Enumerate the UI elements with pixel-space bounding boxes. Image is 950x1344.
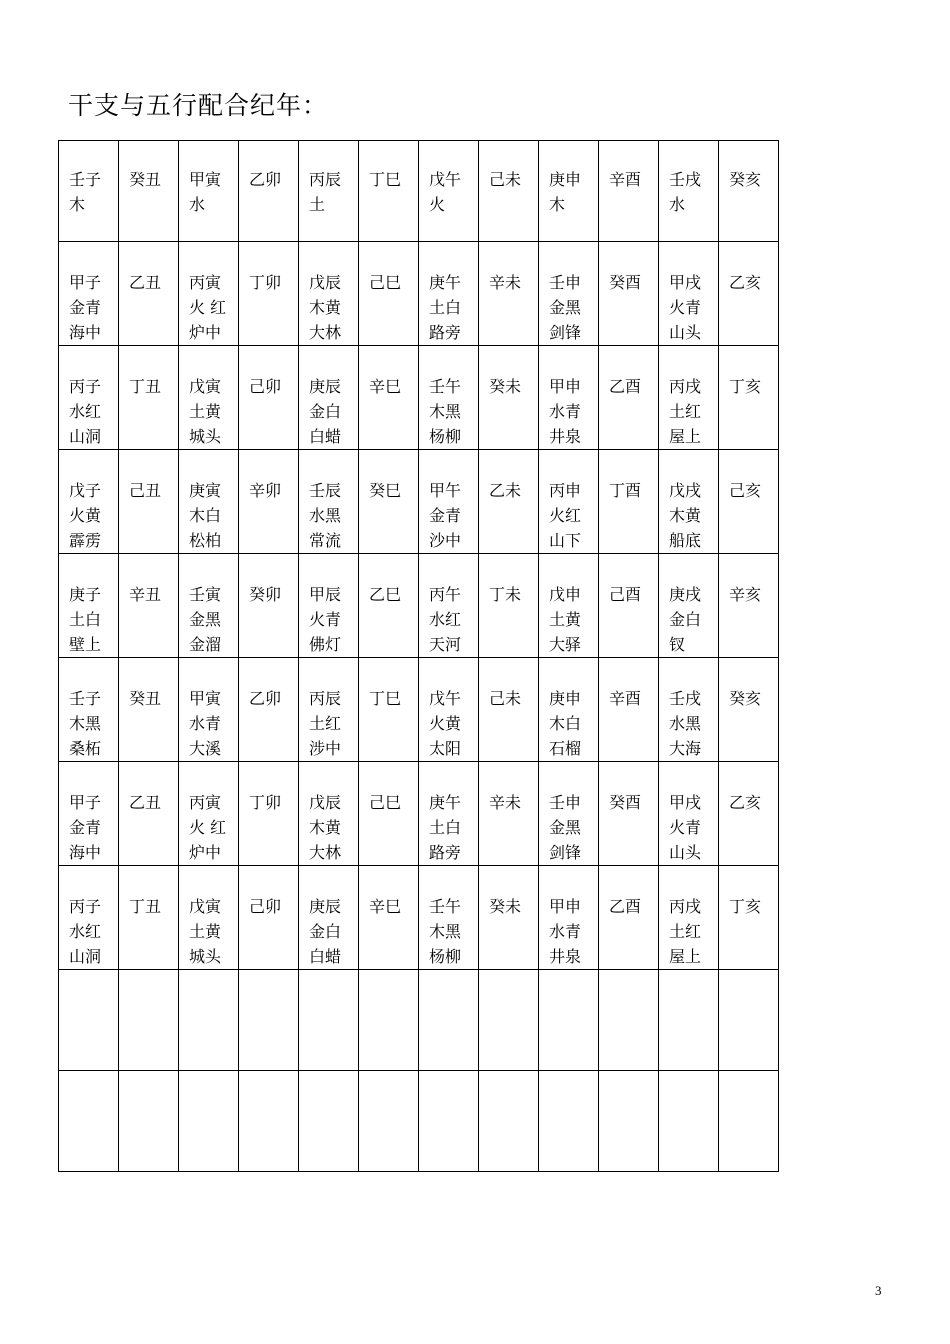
table-row	[59, 450, 779, 554]
table-cell	[179, 450, 239, 554]
cell-text: 乙未	[489, 481, 522, 500]
cell-text: 丙申 火红 山下	[549, 481, 582, 550]
cell-text: 乙亥	[729, 793, 762, 812]
table-cell	[179, 658, 239, 762]
cell-text: 己亥	[729, 481, 762, 500]
table-cell	[179, 346, 239, 450]
cell-text: 乙亥	[729, 273, 762, 292]
table-cell	[59, 866, 119, 970]
table-cell	[299, 554, 359, 658]
table-cell	[119, 242, 179, 346]
cell-text: 丙寅 火 红 炉中	[189, 273, 227, 342]
table-cell	[299, 762, 359, 866]
table-cell	[479, 1071, 539, 1172]
table-cell	[239, 346, 299, 450]
cell-text: 辛巳	[369, 897, 402, 916]
table-cell	[239, 866, 299, 970]
table-cell	[419, 658, 479, 762]
cell-text: 辛丑	[129, 585, 162, 604]
cell-text: 乙巳	[369, 585, 402, 604]
table-cell	[719, 866, 779, 970]
cell-text	[419, 1071, 478, 1099]
table-cell	[359, 242, 419, 346]
table-cell	[659, 346, 719, 450]
table-cell	[599, 762, 659, 866]
table-cell	[719, 450, 779, 554]
table-cell	[539, 242, 599, 346]
cell-text	[479, 970, 538, 998]
cell-text	[179, 1071, 238, 1099]
table-cell	[539, 658, 599, 762]
table-cell	[659, 658, 719, 762]
table-cell	[419, 762, 479, 866]
table-cell	[59, 346, 119, 450]
cell-text: 丁巳	[369, 170, 402, 189]
table-cell	[419, 141, 479, 242]
table-cell	[419, 970, 479, 1071]
cell-text: 丁亥	[729, 897, 762, 916]
table-cell	[239, 554, 299, 658]
table-cell	[359, 658, 419, 762]
cell-text: 庚午 土白 路旁	[429, 273, 462, 342]
cell-text: 壬午 木黑 杨柳	[429, 897, 462, 966]
cell-text: 丁巳	[369, 689, 402, 708]
table-cell	[59, 242, 119, 346]
cell-text: 丁丑	[129, 377, 162, 396]
cell-text: 壬申 金黑 剑锋	[549, 273, 582, 342]
cell-text: 癸亥	[729, 170, 762, 189]
cell-text: 甲申 水青 井泉	[549, 897, 582, 966]
table-cell	[479, 554, 539, 658]
table-cell	[299, 866, 359, 970]
table-cell	[239, 1071, 299, 1172]
cell-text	[359, 970, 418, 998]
cell-text: 丁未	[489, 585, 522, 604]
table-cell	[719, 1071, 779, 1172]
table-cell	[479, 970, 539, 1071]
table-cell	[239, 762, 299, 866]
cell-text	[179, 970, 238, 998]
cell-text: 丙辰 土红 涉中	[309, 689, 342, 758]
cell-text: 癸丑	[129, 170, 162, 189]
table-cell	[239, 141, 299, 242]
table-cell	[239, 658, 299, 762]
cell-text: 庚申 木	[549, 170, 582, 214]
cell-text	[599, 970, 658, 998]
cell-text	[599, 1071, 658, 1099]
table-cell	[599, 1071, 659, 1172]
cell-text: 癸未	[489, 897, 522, 916]
cell-text: 戊午 火黄 太阳	[429, 689, 462, 758]
table-cell	[539, 866, 599, 970]
cell-text: 己未	[489, 170, 522, 189]
table-cell	[59, 970, 119, 1071]
cell-text: 丙辰 土	[309, 170, 342, 214]
table-cell	[239, 450, 299, 554]
table-cell	[119, 450, 179, 554]
cell-text: 丁亥	[729, 377, 762, 396]
cell-text: 丁丑	[129, 897, 162, 916]
table-cell	[719, 970, 779, 1071]
cell-text: 戊辰 木黄 大林	[309, 273, 342, 342]
table-cell	[539, 554, 599, 658]
cell-text: 甲寅 水	[189, 170, 222, 214]
cell-text: 戊寅 土黄 城头	[189, 897, 222, 966]
cell-text: 甲子 金青 海中	[69, 273, 102, 342]
table-cell	[359, 554, 419, 658]
table-cell	[479, 141, 539, 242]
cell-text: 己巳	[369, 273, 402, 292]
table-cell	[539, 346, 599, 450]
table-cell	[719, 242, 779, 346]
table-cell	[599, 346, 659, 450]
table-cell	[299, 970, 359, 1071]
table-cell	[179, 970, 239, 1071]
cell-text	[659, 970, 718, 998]
cell-text: 癸亥	[729, 689, 762, 708]
table-cell	[659, 450, 719, 554]
table-cell	[239, 970, 299, 1071]
table-row	[59, 242, 779, 346]
cell-text: 甲戌 火青 山头	[669, 273, 702, 342]
cell-text: 己酉	[609, 585, 642, 604]
table-cell	[479, 346, 539, 450]
table-cell	[299, 450, 359, 554]
table-cell	[719, 554, 779, 658]
cell-text: 辛未	[489, 793, 522, 812]
cell-text: 庚寅 木白 松柏	[189, 481, 222, 550]
cell-text: 己卯	[249, 897, 282, 916]
cell-text: 庚戌 金白 钗	[669, 585, 702, 654]
table-cell	[599, 450, 659, 554]
table-cell	[179, 866, 239, 970]
table-cell	[119, 141, 179, 242]
cell-text: 癸丑	[129, 689, 162, 708]
cell-text: 癸酉	[609, 793, 642, 812]
cell-text: 丙戌 土红 屋上	[669, 897, 702, 966]
cell-text: 壬午 木黑 杨柳	[429, 377, 462, 446]
table-cell	[59, 141, 119, 242]
table-body	[59, 141, 779, 1172]
table-cell	[599, 242, 659, 346]
cell-text: 丙午 水红 天河	[429, 585, 462, 654]
cell-text: 壬子 木黑 桑柘	[69, 689, 102, 758]
table-row	[59, 762, 779, 866]
cell-text: 辛酉	[609, 170, 642, 189]
cell-text: 乙酉	[609, 377, 642, 396]
table-cell	[179, 242, 239, 346]
table-row	[59, 141, 779, 242]
table-cell	[239, 242, 299, 346]
table-cell	[659, 554, 719, 658]
cell-text: 辛巳	[369, 377, 402, 396]
cell-text: 庚辰 金白 白蜡	[309, 897, 342, 966]
cell-text: 乙卯	[249, 170, 282, 189]
cell-text	[119, 970, 178, 998]
table-cell	[59, 762, 119, 866]
cell-text	[719, 1071, 778, 1099]
cell-text: 丙子 水红 山洞	[69, 897, 102, 966]
table-cell	[299, 1071, 359, 1172]
cell-text: 癸未	[489, 377, 522, 396]
table-cell	[539, 970, 599, 1071]
table-cell	[599, 141, 659, 242]
table-cell	[59, 450, 119, 554]
table-cell	[119, 346, 179, 450]
cell-text	[59, 970, 118, 998]
table-cell	[59, 554, 119, 658]
table-cell	[659, 1071, 719, 1172]
table-cell	[419, 1071, 479, 1172]
table-row	[59, 658, 779, 762]
cell-text: 己巳	[369, 793, 402, 812]
cell-text: 癸巳	[369, 481, 402, 500]
table-cell	[599, 970, 659, 1071]
table-cell	[299, 141, 359, 242]
cell-text	[539, 970, 598, 998]
table-cell	[299, 346, 359, 450]
cell-text: 壬辰 水黑 常流	[309, 481, 342, 550]
cell-text: 辛酉	[609, 689, 642, 708]
cell-text: 丁卯	[249, 793, 282, 812]
cell-text: 乙丑	[129, 273, 162, 292]
table-cell	[719, 141, 779, 242]
cell-text: 辛亥	[729, 585, 762, 604]
table-cell	[119, 658, 179, 762]
table-cell	[359, 346, 419, 450]
table-cell	[179, 141, 239, 242]
table-cell	[359, 762, 419, 866]
cell-text: 乙酉	[609, 897, 642, 916]
cell-text: 庚子 土白 壁上	[69, 585, 102, 654]
cell-text: 戊辰 木黄 大林	[309, 793, 342, 862]
table-cell	[119, 1071, 179, 1172]
table-cell	[719, 346, 779, 450]
table-row	[59, 866, 779, 970]
cell-text: 丙戌 土红 屋上	[669, 377, 702, 446]
table-cell	[179, 1071, 239, 1172]
cell-text: 甲戌 火青 山头	[669, 793, 702, 862]
cell-text	[479, 1071, 538, 1099]
cell-text: 乙卯	[249, 689, 282, 708]
table-cell	[479, 450, 539, 554]
cell-text: 戊子 火黄 霹雳	[69, 481, 102, 550]
cell-text	[59, 1071, 118, 1099]
cell-text: 丙子 水红 山洞	[69, 377, 102, 446]
table-cell	[659, 762, 719, 866]
table-cell	[359, 866, 419, 970]
table-cell	[479, 242, 539, 346]
table-cell	[119, 866, 179, 970]
table-cell	[539, 450, 599, 554]
cell-text	[299, 1071, 358, 1099]
cell-text	[539, 1071, 598, 1099]
cell-text	[359, 1071, 418, 1099]
cell-text: 壬申 金黑 剑锋	[549, 793, 582, 862]
cell-text	[239, 1071, 298, 1099]
cell-text	[299, 970, 358, 998]
table-cell	[419, 554, 479, 658]
table-cell	[359, 141, 419, 242]
table-cell	[479, 762, 539, 866]
cell-text: 辛卯	[249, 481, 282, 500]
cell-text: 己丑	[129, 481, 162, 500]
table-cell	[599, 866, 659, 970]
table-cell	[659, 141, 719, 242]
table-cell	[179, 762, 239, 866]
cell-text: 甲寅 水青 大溪	[189, 689, 222, 758]
table-cell	[539, 762, 599, 866]
cell-text: 壬戌 水	[669, 170, 702, 214]
cell-text	[119, 1071, 178, 1099]
table-cell	[179, 554, 239, 658]
table-cell	[659, 866, 719, 970]
table-cell	[299, 658, 359, 762]
table-cell	[719, 762, 779, 866]
table-row	[59, 970, 779, 1071]
cell-text: 己未	[489, 689, 522, 708]
cell-text: 甲子 金青 海中	[69, 793, 102, 862]
cell-text: 甲午 金青 沙中	[429, 481, 462, 550]
table-cell	[599, 554, 659, 658]
table-cell	[119, 970, 179, 1071]
table-cell	[299, 242, 359, 346]
table-cell	[479, 658, 539, 762]
cell-text: 甲申 水青 井泉	[549, 377, 582, 446]
table-cell	[659, 242, 719, 346]
cell-text: 癸卯	[249, 585, 282, 604]
cell-text: 癸酉	[609, 273, 642, 292]
table-cell	[359, 970, 419, 1071]
table-cell	[539, 1071, 599, 1172]
cell-text: 戊申 土黄 大驿	[549, 585, 582, 654]
table-row	[59, 346, 779, 450]
table-cell	[59, 1071, 119, 1172]
cell-text: 辛未	[489, 273, 522, 292]
ganzhi-table	[58, 140, 779, 1172]
table-cell	[119, 554, 179, 658]
page-number: 3	[875, 1283, 882, 1298]
cell-text: 戊午 火	[429, 170, 462, 214]
table-cell	[539, 141, 599, 242]
cell-text: 戊寅 土黄 城头	[189, 377, 222, 446]
table-cell	[359, 450, 419, 554]
cell-text: 庚午 土白 路旁	[429, 793, 462, 862]
table-cell	[59, 658, 119, 762]
table-cell	[479, 866, 539, 970]
page-title: 干支与五行配合纪年：	[68, 91, 329, 120]
cell-text: 丁卯	[249, 273, 282, 292]
cell-text: 壬子 木	[69, 170, 102, 214]
table-cell	[419, 242, 479, 346]
cell-text: 丙寅 火 红 炉中	[189, 793, 227, 862]
cell-text: 庚申 木白 石榴	[549, 689, 582, 758]
cell-text: 壬戌 水黑 大海	[669, 689, 702, 758]
table-cell	[119, 762, 179, 866]
table-cell	[419, 346, 479, 450]
cell-text: 庚辰 金白 白蜡	[309, 377, 342, 446]
cell-text: 戊戌 木黄 船底	[669, 481, 702, 550]
table-cell	[359, 1071, 419, 1172]
cell-text	[659, 1071, 718, 1099]
table-cell	[419, 450, 479, 554]
cell-text: 己卯	[249, 377, 282, 396]
table-cell	[599, 658, 659, 762]
table-cell	[719, 658, 779, 762]
cell-text	[419, 970, 478, 998]
table-row	[59, 1071, 779, 1172]
cell-text: 乙丑	[129, 793, 162, 812]
cell-text	[239, 970, 298, 998]
table-row	[59, 554, 779, 658]
table-cell	[419, 866, 479, 970]
cell-text	[719, 970, 778, 998]
cell-text: 壬寅 金黑 金溜	[189, 585, 222, 654]
cell-text: 甲辰 火青 佛灯	[309, 585, 342, 654]
cell-text: 丁酉	[609, 481, 642, 500]
table-cell	[659, 970, 719, 1071]
